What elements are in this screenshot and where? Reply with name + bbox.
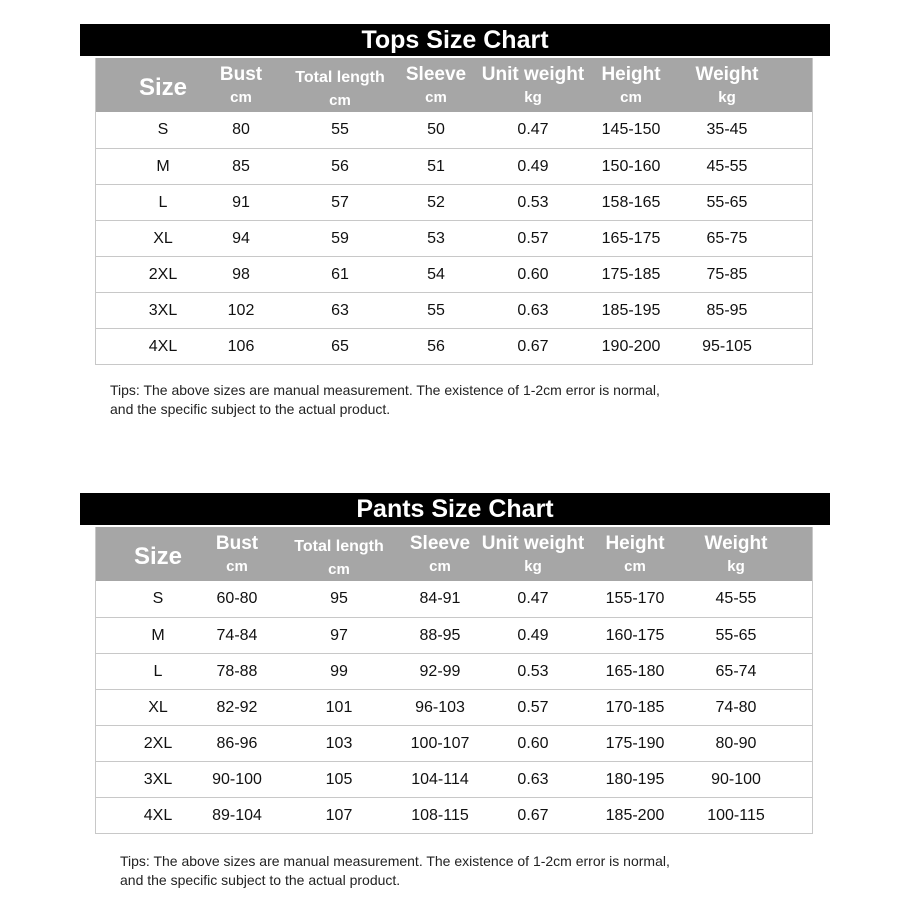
cell-size: 2XL [148,266,178,283]
tops-chart-title: Tops Size Chart [80,24,830,56]
cell-sleeve: 96-103 [415,699,465,716]
table-row [96,617,812,653]
table-row [96,184,812,220]
cell-unit-weight: 0.49 [517,627,549,644]
header-unit: kg [524,558,542,575]
cell-sleeve: 50 [427,121,445,138]
pants-size-chart [80,493,830,888]
cell-total-length: 107 [325,807,353,824]
header-bust [197,527,277,581]
table-row [96,292,812,328]
table-header [96,527,812,581]
header-total-length [284,527,394,581]
cell-weight: 45-55 [706,158,748,175]
cell-bust: 89-104 [212,807,262,824]
cell-bust: 82-92 [216,699,258,716]
cell-total-length: 95 [330,590,348,607]
cell-size: 3XL [143,771,173,788]
cell-sleeve: 55 [427,302,445,319]
cell-bust: 98 [232,266,250,283]
header-sleeve [396,58,476,112]
cell-height: 190-200 [601,338,661,355]
table-row [96,761,812,797]
header-unit: cm [620,89,642,106]
header-total-length [285,58,395,112]
cell-bust: 80 [232,121,250,138]
tops-size-chart [80,24,830,417]
cell-size: M [156,158,170,175]
cell-bust: 86-96 [216,735,258,752]
cell-unit-weight: 0.53 [517,194,549,211]
header-unit: cm [624,558,646,575]
cell-height: 175-190 [605,735,665,752]
cell-total-length: 99 [330,663,348,680]
cell-sleeve: 104-114 [411,771,469,788]
cell-unit-weight: 0.47 [517,121,549,138]
cell-size: M [151,627,165,644]
cell-sleeve: 51 [427,158,445,175]
cell-unit-weight: 0.49 [517,158,549,175]
cell-total-length: 101 [325,699,353,716]
cell-bust: 94 [232,230,250,247]
header-unit: cm [429,558,451,575]
header-unit: cm [425,89,447,106]
cell-sleeve: 88-95 [419,627,461,644]
header-label: Size [138,74,188,101]
cell-height: 175-185 [601,266,661,283]
table-row [96,689,812,725]
cell-weight: 85-95 [706,302,748,319]
tips-line: Tips: The above sizes are manual measurement. The existence of 1-2cm error is normal, [110,382,660,398]
cell-total-length: 59 [331,230,349,247]
tips-line: Tips: The above sizes are manual measurement. The existence of 1-2cm error is normal, [120,853,670,869]
cell-weight: 35-45 [706,121,748,138]
cell-size: XL [148,699,168,716]
cell-weight: 100-115 [707,807,765,824]
tips-line: and the specific subject to the actual product. [120,872,401,888]
cell-unit-weight: 0.67 [517,807,549,824]
cell-height: 170-185 [605,699,665,716]
cell-unit-weight: 0.60 [517,735,549,752]
cell-unit-weight: 0.57 [517,230,549,247]
cell-unit-weight: 0.47 [517,590,549,607]
cell-weight: 80-90 [715,735,757,752]
cell-size: S [157,121,169,138]
cell-bust: 78-88 [216,663,258,680]
cell-size: 4XL [143,807,173,824]
cell-bust: 85 [232,158,250,175]
header-sleeve [395,527,485,581]
table-row [96,581,812,617]
cell-weight: 65-75 [706,230,748,247]
header-label: Bust [219,64,263,85]
cell-unit-weight: 0.67 [517,338,549,355]
header-label: Height [605,533,665,554]
cell-height: 150-160 [601,158,661,175]
header-label: Unit weight [481,533,585,554]
cell-unit-weight: 0.53 [517,663,549,680]
cell-total-length: 63 [331,302,349,319]
cell-height: 160-175 [605,627,665,644]
cell-sleeve: 54 [427,266,445,283]
cell-unit-weight: 0.63 [517,771,549,788]
header-unit-weight [473,527,593,581]
tops-size-table [95,58,813,365]
cell-bust: 91 [232,194,250,211]
header-label: Total length [294,538,384,555]
header-label: Weight [695,64,759,85]
cell-bust: 74-84 [216,627,258,644]
cell-size: L [158,194,168,211]
cell-unit-weight: 0.60 [517,266,549,283]
header-unit: cm [329,92,351,109]
header-unit: cm [226,558,248,575]
cell-bust: 102 [227,302,255,319]
cell-size: L [153,663,163,680]
header-weight [691,527,781,581]
table-row [96,148,812,184]
cell-sleeve: 84-91 [419,590,461,607]
cell-total-length: 97 [330,627,348,644]
header-unit: kg [727,558,745,575]
cell-unit-weight: 0.57 [517,699,549,716]
cell-weight: 55-65 [706,194,748,211]
cell-sleeve: 108-115 [411,807,469,824]
table-row [96,112,812,148]
header-unit: cm [230,89,252,106]
pants-size-table [95,527,813,834]
cell-size: S [152,590,164,607]
cell-height: 155-170 [605,590,665,607]
header-size [113,527,203,581]
header-bust [201,58,281,112]
tips-line: and the specific subject to the actual product. [110,401,391,417]
table-row [96,797,812,833]
cell-total-length: 56 [331,158,349,175]
cell-total-length: 65 [331,338,349,355]
header-label: Size [133,543,183,570]
pants-tips [120,852,670,890]
cell-bust: 106 [227,338,255,355]
header-height [586,58,676,112]
table-row [96,328,812,364]
cell-total-length: 61 [331,266,349,283]
cell-height: 165-180 [605,663,665,680]
table-row [96,725,812,761]
cell-total-length: 105 [325,771,353,788]
cell-weight: 45-55 [715,590,757,607]
cell-size: XL [153,230,173,247]
cell-sleeve: 100-107 [410,735,470,752]
cell-weight: 90-100 [711,771,761,788]
cell-total-length: 57 [331,194,349,211]
cell-sleeve: 52 [427,194,445,211]
cell-height: 185-200 [605,807,665,824]
cell-height: 185-195 [601,302,661,319]
tops-tips [110,381,660,419]
table-row [96,256,812,292]
cell-size: 2XL [143,735,173,752]
header-label: Total length [295,69,385,86]
header-unit-weight [473,58,593,112]
header-label: Unit weight [481,64,585,85]
cell-sleeve: 56 [427,338,445,355]
cell-bust: 90-100 [212,771,262,788]
header-label: Height [601,64,661,85]
cell-size: 4XL [148,338,178,355]
cell-weight: 65-74 [715,663,757,680]
cell-weight: 74-80 [715,699,757,716]
cell-sleeve: 53 [427,230,445,247]
header-unit: kg [524,89,542,106]
cell-height: 158-165 [601,194,661,211]
pants-chart-title: Pants Size Chart [80,493,830,525]
header-label: Sleeve [405,64,467,85]
cell-height: 180-195 [605,771,665,788]
cell-unit-weight: 0.63 [517,302,549,319]
cell-total-length: 55 [331,121,349,138]
header-label: Sleeve [409,533,471,554]
header-unit: kg [718,89,736,106]
table-row [96,653,812,689]
header-unit: cm [328,561,350,578]
header-label: Weight [704,533,768,554]
cell-total-length: 103 [325,735,353,752]
table-row [96,220,812,256]
cell-bust: 60-80 [216,590,258,607]
cell-weight: 75-85 [706,266,748,283]
cell-sleeve: 92-99 [419,663,461,680]
cell-weight: 55-65 [715,627,757,644]
header-label: Bust [215,533,259,554]
header-size [118,58,208,112]
header-weight [682,58,772,112]
cell-height: 145-150 [601,121,661,138]
header-height [590,527,680,581]
table-header [96,58,812,112]
cell-size: 3XL [148,302,178,319]
cell-weight: 95-105 [702,338,752,355]
cell-height: 165-175 [601,230,661,247]
